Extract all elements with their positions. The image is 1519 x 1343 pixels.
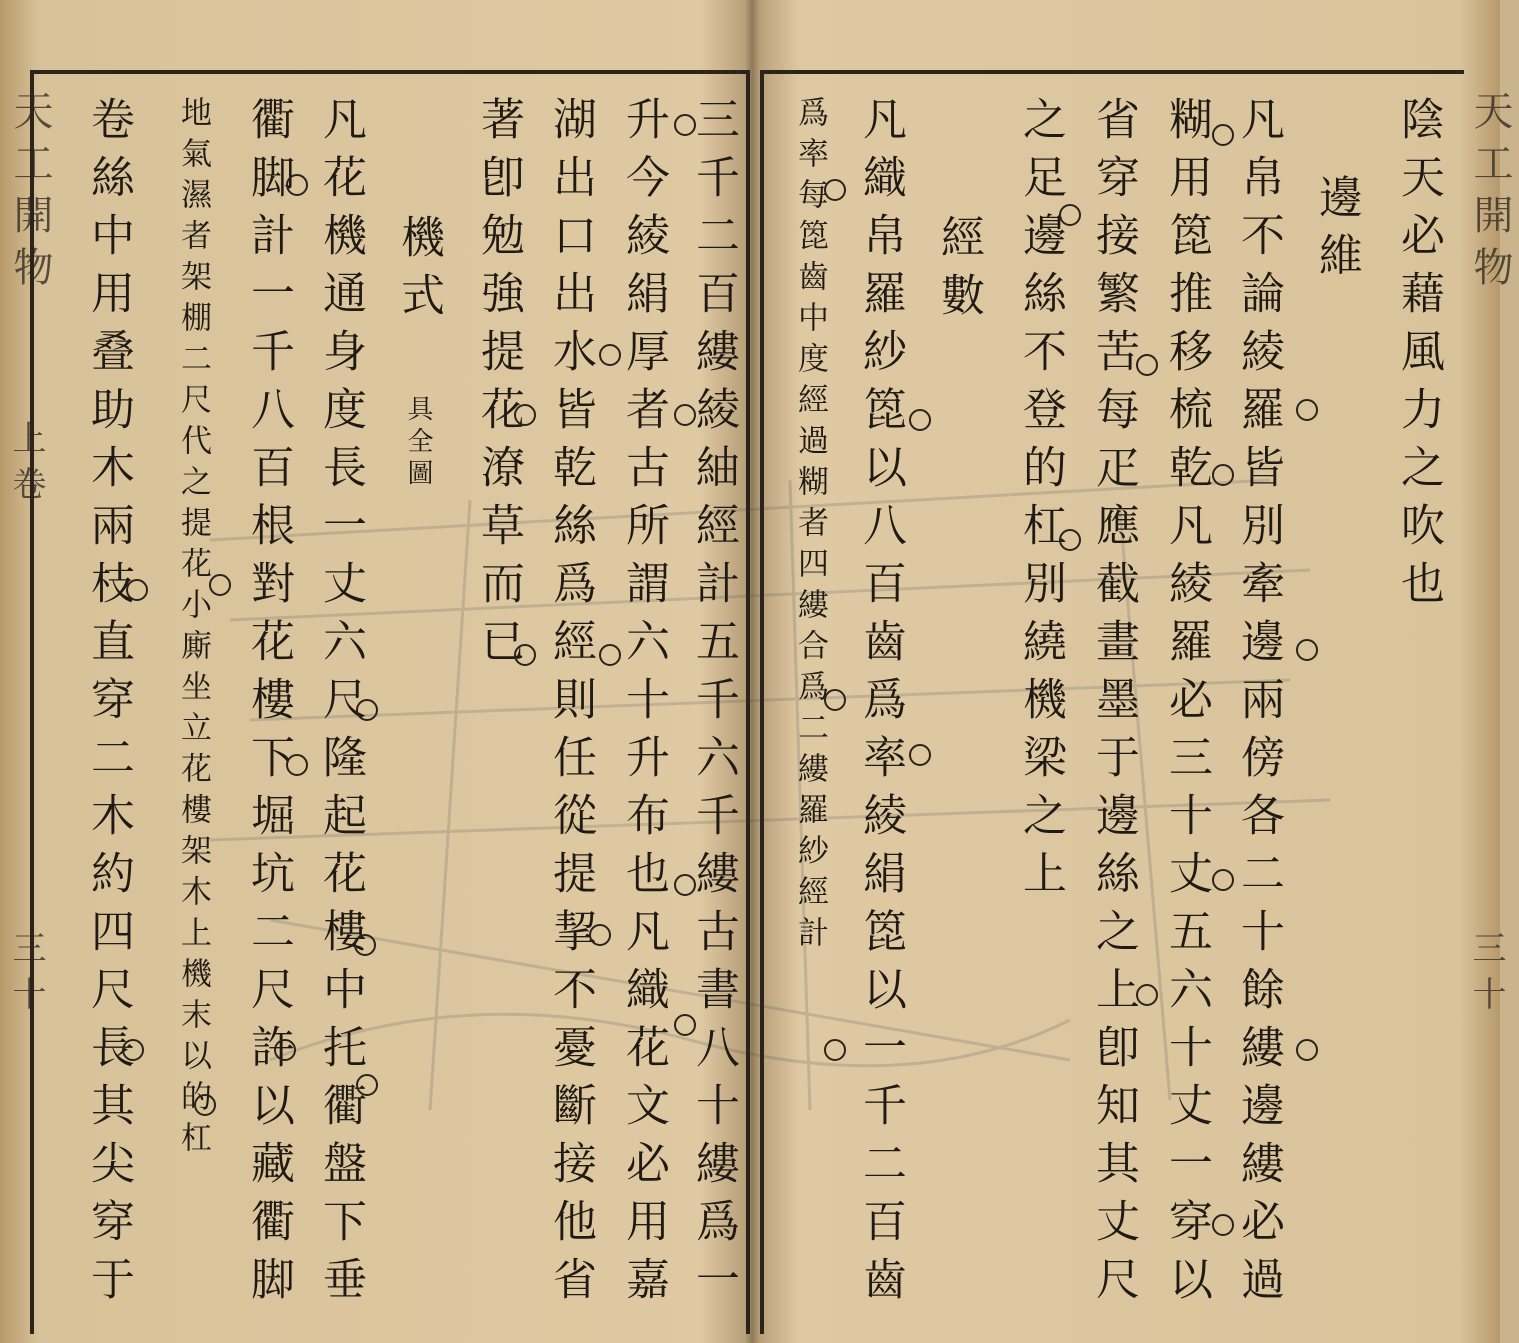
punctuation-mark [909,744,931,766]
punctuation-mark [286,754,308,776]
punctuation-mark [1212,464,1234,486]
right-col-3: 糊用箆推移梳乾凡綾羅必三十丈五六十丈一穿以 [1161,96,1212,1314]
punctuation-mark [1212,124,1234,146]
punctuation-mark [356,699,378,721]
left-margin-title: 天工開物 [7,90,53,298]
punctuation-mark [824,689,846,711]
punctuation-mark [1136,984,1158,1006]
right-col-4: 省穿接繁苦每疋應截畫墨于邊絲之上卽知其丈尺 [1088,96,1139,1314]
punctuation-mark [356,1074,378,1096]
punctuation-mark [514,644,536,666]
punctuation-mark [354,934,376,956]
right-col-7: 爲率每箆齒中度經過糊者四縷合爲二縷羅紗經計 [792,96,828,957]
punctuation-mark [674,1014,696,1036]
left-margin-volume: 上卷 [6,420,46,512]
punctuation-mark [1136,354,1158,376]
punctuation-mark [122,1039,144,1061]
section-heading-selvage: 邊維 [1311,174,1362,290]
right-margin-folio: 三十 [1466,930,1506,1022]
punctuation-mark [824,179,846,201]
punctuation-mark [1212,1214,1234,1236]
heading-note: 具全圖 [403,395,433,491]
right-col-2: 凡帛不論綾羅皆別牽邊兩傍各二十餘縷邊縷必過 [1233,96,1284,1314]
right-page [760,70,1464,1334]
left-margin-folio: 三十 [6,930,46,1022]
punctuation-mark [599,344,621,366]
left-page [30,70,750,1334]
left-col-8: 卷絲中用叠助木兩枝直穿二木約四尺長其尖穿于 [83,96,134,1314]
punctuation-mark [274,1039,296,1061]
punctuation-mark [674,874,696,896]
section-heading-loom [394,214,442,491]
punctuation-mark [194,1094,216,1116]
punctuation-mark [1296,1039,1318,1061]
punctuation-mark [1059,529,1081,551]
right-margin-title: 天工開物 [1467,90,1513,298]
left-col-6: 衢脚計一千八百根對花樓下堀坑二尺許以藏衢脚 [243,96,294,1314]
punctuation-mark [674,114,696,136]
punctuation-mark [1059,204,1081,226]
left-col-7: 地氣濕者架棚二尺代之提花小廝坐立花樓架木上機末以的杠 [175,96,211,1162]
punctuation-mark [514,404,536,426]
punctuation-mark [1296,639,1318,661]
punctuation-mark [1212,869,1234,891]
left-col-2: 升今綾絹厚者古所謂六十升布也凡織花文必用嘉 [618,96,669,1314]
punctuation-mark [599,644,621,666]
punctuation-mark [824,1039,846,1061]
section-heading-warp-count: 經數 [933,214,984,330]
left-col-3: 湖出口出水皆乾絲爲經則任從提挈不憂斷接他省 [545,96,596,1314]
punctuation-mark [1296,399,1318,421]
punctuation-mark [209,574,231,596]
right-col-1: 陰天必藉風力之吹也 [1393,96,1444,618]
right-col-6: 凡織帛羅紗箆以八百齒爲率綾絹箆以一千二百齒 [855,96,906,1314]
heading-text: 機式 [393,214,444,330]
right-col-5: 之足邊絲不登的杠別繞機梁之上 [1015,96,1066,908]
punctuation-mark [126,579,148,601]
punctuation-mark [589,924,611,946]
left-col-1: 三千二百縷綾紬經計五千六千縷古書八十縷爲一 [688,96,739,1314]
left-col-5: 凡花機通身度長一丈六尺隆起花樓中托衢盤下垂 [315,96,366,1314]
punctuation-mark [286,174,308,196]
left-col-4: 著卽勉強提花潦草而已 [473,96,524,676]
punctuation-mark [674,404,696,426]
punctuation-mark [909,409,931,431]
